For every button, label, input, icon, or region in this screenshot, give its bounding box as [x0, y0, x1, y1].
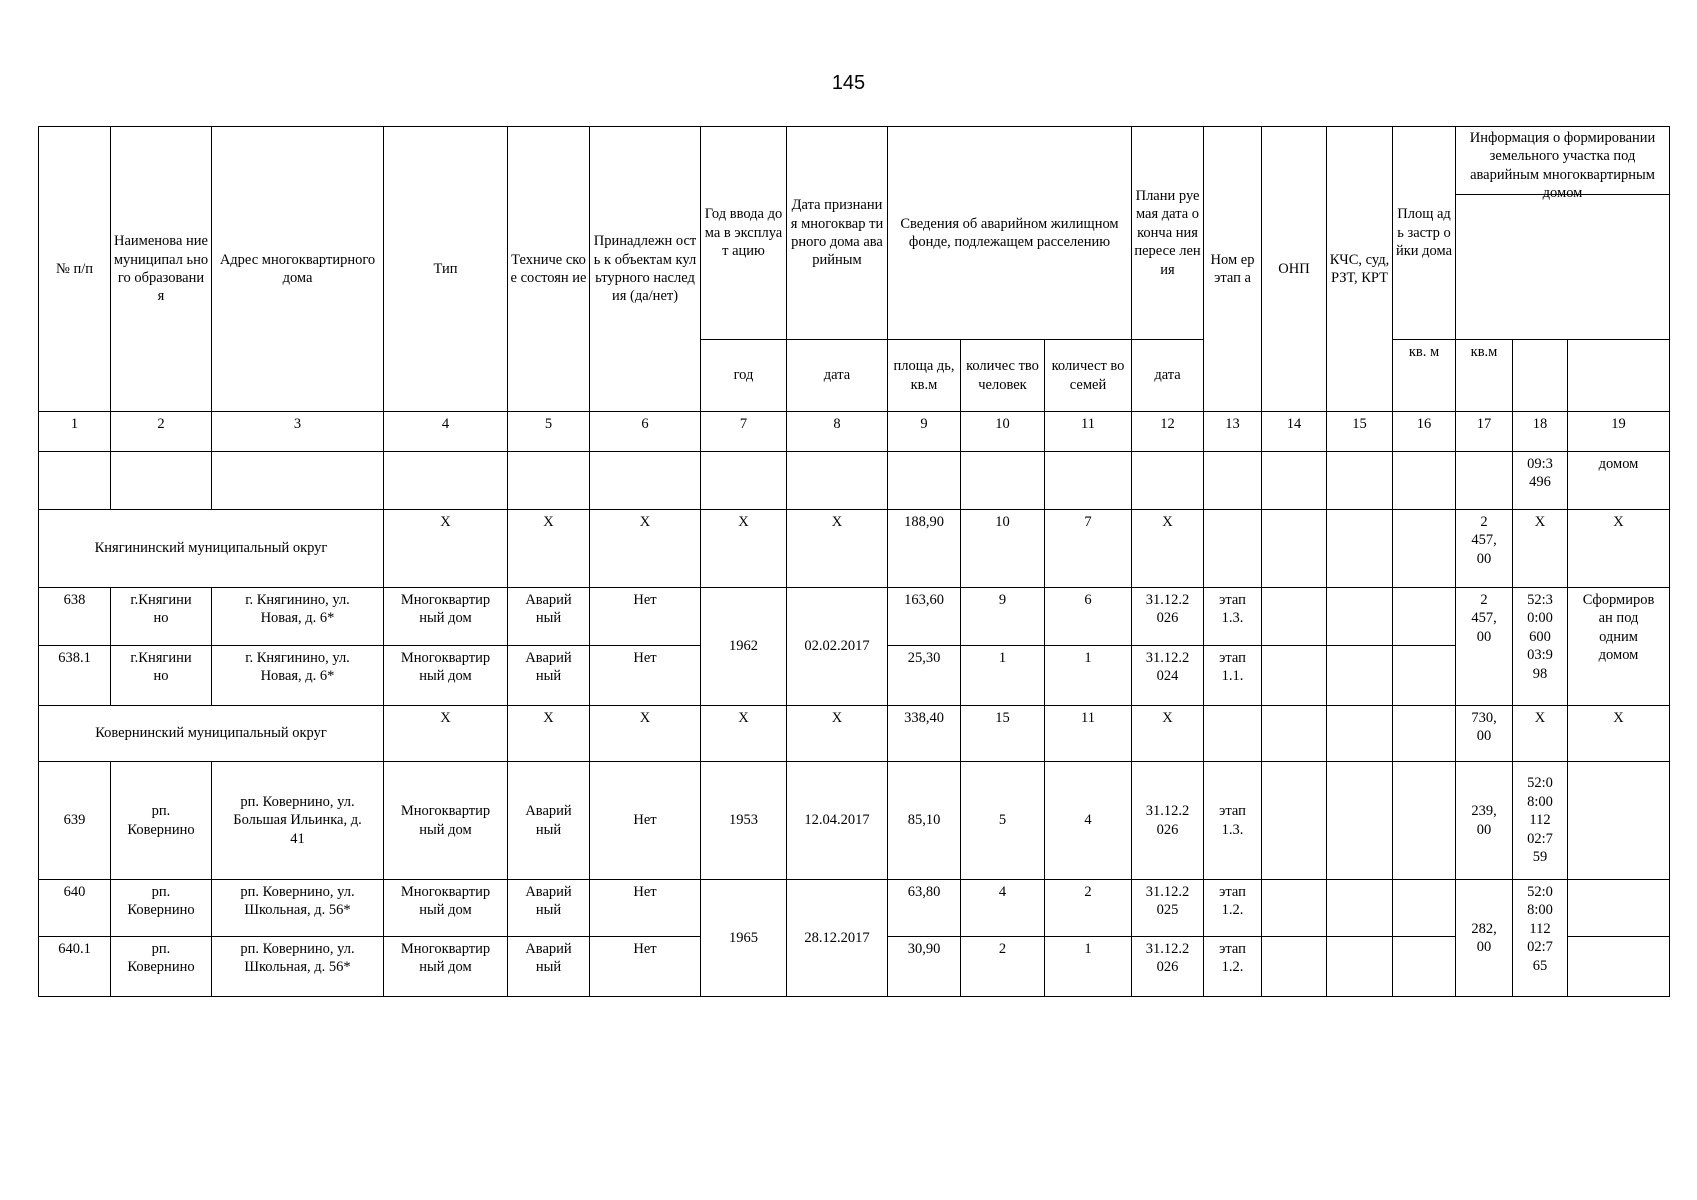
cadastral-cell: 52:0 8:00 112 02:7 65 [1513, 880, 1568, 997]
group-people: 10 [961, 510, 1045, 588]
column-number: 3 [212, 412, 384, 452]
column-number: 16 [1393, 412, 1456, 452]
header-heritage: Принадлежн ость к объектам культурного наследия (да/нет) [590, 127, 701, 412]
year-cell: 1965 [701, 880, 787, 997]
header-address: Адрес многоквартирного дома [212, 127, 384, 412]
column-number: 2 [111, 412, 212, 452]
year-cell: 1962 [701, 588, 787, 706]
date-cell: 12.04.2017 [787, 762, 888, 880]
continuation-row [39, 452, 1670, 510]
header-state: Техниче ское состоян ие [508, 127, 590, 412]
column-number: 10 [961, 412, 1045, 452]
group-families: 7 [1045, 510, 1132, 588]
column-number: 15 [1327, 412, 1393, 452]
table-row: 638.1 г.Княгини но г. Княгинино, ул. Новая, д. 6* Многоквартир ный дом Аварий ный Нет 25,30 1 1 31.12.2 024 этап 1.1. [39, 646, 1670, 706]
land-area-cell: 239, 00 [1456, 762, 1513, 880]
group-people: 15 [961, 706, 1045, 762]
group-summary-row: Княгининский муниципальный округ Х Х Х Х Х 188,90 10 7 Х 2 457, 00 Х Х [39, 510, 1670, 588]
table-row: 640 рп. Ковернино рп. Ковернино, ул. Школьная, д. 56* Многоквартир ный дом Аварий ный Нет 1965 28.12.2017 63,80 4 2 31.12.2 025 этап 1.2. 282, 00 52:0 8:00 112 02:7 65 [39, 880, 1670, 937]
group-families: 11 [1045, 706, 1132, 762]
group-land-area: 2 457, 00 [1456, 510, 1513, 588]
column-number: 9 [888, 412, 961, 452]
group-land-area: 730, 00 [1456, 706, 1513, 762]
column-number: 1 [39, 412, 111, 452]
header-year: Год ввода дома в эксплуат ацию [701, 127, 787, 340]
header-housing-info: Сведения об аварийном жилищном фонде, подлежащем расселению [888, 127, 1132, 340]
year-cell: 1953 [701, 762, 787, 880]
cadastral-cell: 52:0 8:00 112 02:7 59 [1513, 762, 1568, 880]
header-kchs: КЧС, суд, РЗТ, КРТ [1327, 127, 1393, 412]
column-number: 18 [1513, 412, 1568, 452]
land-area-cell: 2 457, 00 [1456, 588, 1513, 706]
column-number: 7 [701, 412, 787, 452]
column-number-row [39, 412, 1670, 452]
header-number: № п/п [39, 127, 111, 412]
header-onp: ОНП [1262, 127, 1327, 412]
group-area: 188,90 [888, 510, 961, 588]
column-number: 14 [1262, 412, 1327, 452]
header-unit-area: площа дь, кв.м [888, 340, 961, 412]
header-municipality: Наименова ние муниципал ьного образовани я [111, 127, 212, 412]
group-name: Ковернинский муниципальный округ [39, 706, 384, 762]
table-row: 639 рп. Ковернино рп. Ковернино, ул. Большая Ильинка, д. 41 Многоквартир ный дом Аварий ный Нет 1953 12.04.2017 85,10 5 4 31.12.2 026 этап 1.3. 239, 00 52:0 8:00 112 02:7 59 [39, 762, 1670, 880]
continuation-characteristic: домом [1568, 452, 1670, 510]
land-area-cell: 282, 00 [1456, 880, 1513, 997]
header-planned-date: Плани руемая дата оконча ния пересе ления [1132, 127, 1204, 340]
column-number: 11 [1045, 412, 1132, 452]
header-land-info [1456, 127, 1670, 340]
column-number: 13 [1204, 412, 1262, 452]
header-recognition-date: Дата признания многоквар тирного дома аварийным [787, 127, 888, 340]
cadastral-cell: 52:3 0:00 600 03:9 98 [1513, 588, 1568, 706]
header-unit-planned-date: дата [1132, 340, 1204, 412]
column-number: 8 [787, 412, 888, 452]
header-land-info-title: Информация о формировании земельного участка под аварийным многоквартирным домом [1456, 127, 1669, 195]
characteristic-cell: Сформиров ан под одним домом [1568, 588, 1670, 706]
header-unit-cadastral [1513, 340, 1568, 412]
header-unit-year: год [701, 340, 787, 412]
header-unit-land-sqm: кв.м [1456, 340, 1513, 412]
header-stage: Ном ер этап а [1204, 127, 1262, 412]
header-type: Тип [384, 127, 508, 412]
date-cell: 28.12.2017 [787, 880, 888, 997]
page-number: 145 [831, 72, 866, 94]
table-row: 640.1 рп. Ковернино рп. Ковернино, ул. Школьная, д. 56* Многоквартир ный дом Аварий ный Нет 30,90 2 1 31.12.2 026 этап 1.2. [39, 937, 1670, 997]
column-number: 6 [590, 412, 701, 452]
header-unit-sqm: кв. м [1393, 340, 1456, 412]
header-unit-families: количест во семей [1045, 340, 1132, 412]
housing-table [38, 126, 1670, 997]
header-unit-date: дата [787, 340, 888, 412]
column-number: 19 [1568, 412, 1670, 452]
header-unit-people: количес тво человек [961, 340, 1045, 412]
column-number: 5 [508, 412, 590, 452]
column-number: 12 [1132, 412, 1204, 452]
header-building-area: Площ адь застр ойки дома [1393, 127, 1456, 340]
table-row: 638 г.Княгини но г. Княгинино, ул. Новая, д. 6* Многоквартир ный дом Аварий ный Нет 1962 02.02.2017 163,60 9 6 31.12.2 026 этап 1.3. 2 457, 00 52:3 0:00 600 03:9 98 Сформиров ан под одним домом [39, 588, 1670, 646]
date-cell: 02.02.2017 [787, 588, 888, 706]
header-unit-characteristic [1568, 340, 1670, 412]
group-area: 338,40 [888, 706, 961, 762]
group-summary-row: Ковернинский муниципальный округ Х Х Х Х Х 338,40 15 11 Х 730, 00 Х Х [39, 706, 1670, 762]
column-number: 17 [1456, 412, 1513, 452]
column-number: 4 [384, 412, 508, 452]
continuation-cadastral: 09:3 496 [1513, 452, 1568, 510]
group-name: Княгининский муниципальный округ [39, 510, 384, 588]
header-row [39, 127, 1670, 340]
